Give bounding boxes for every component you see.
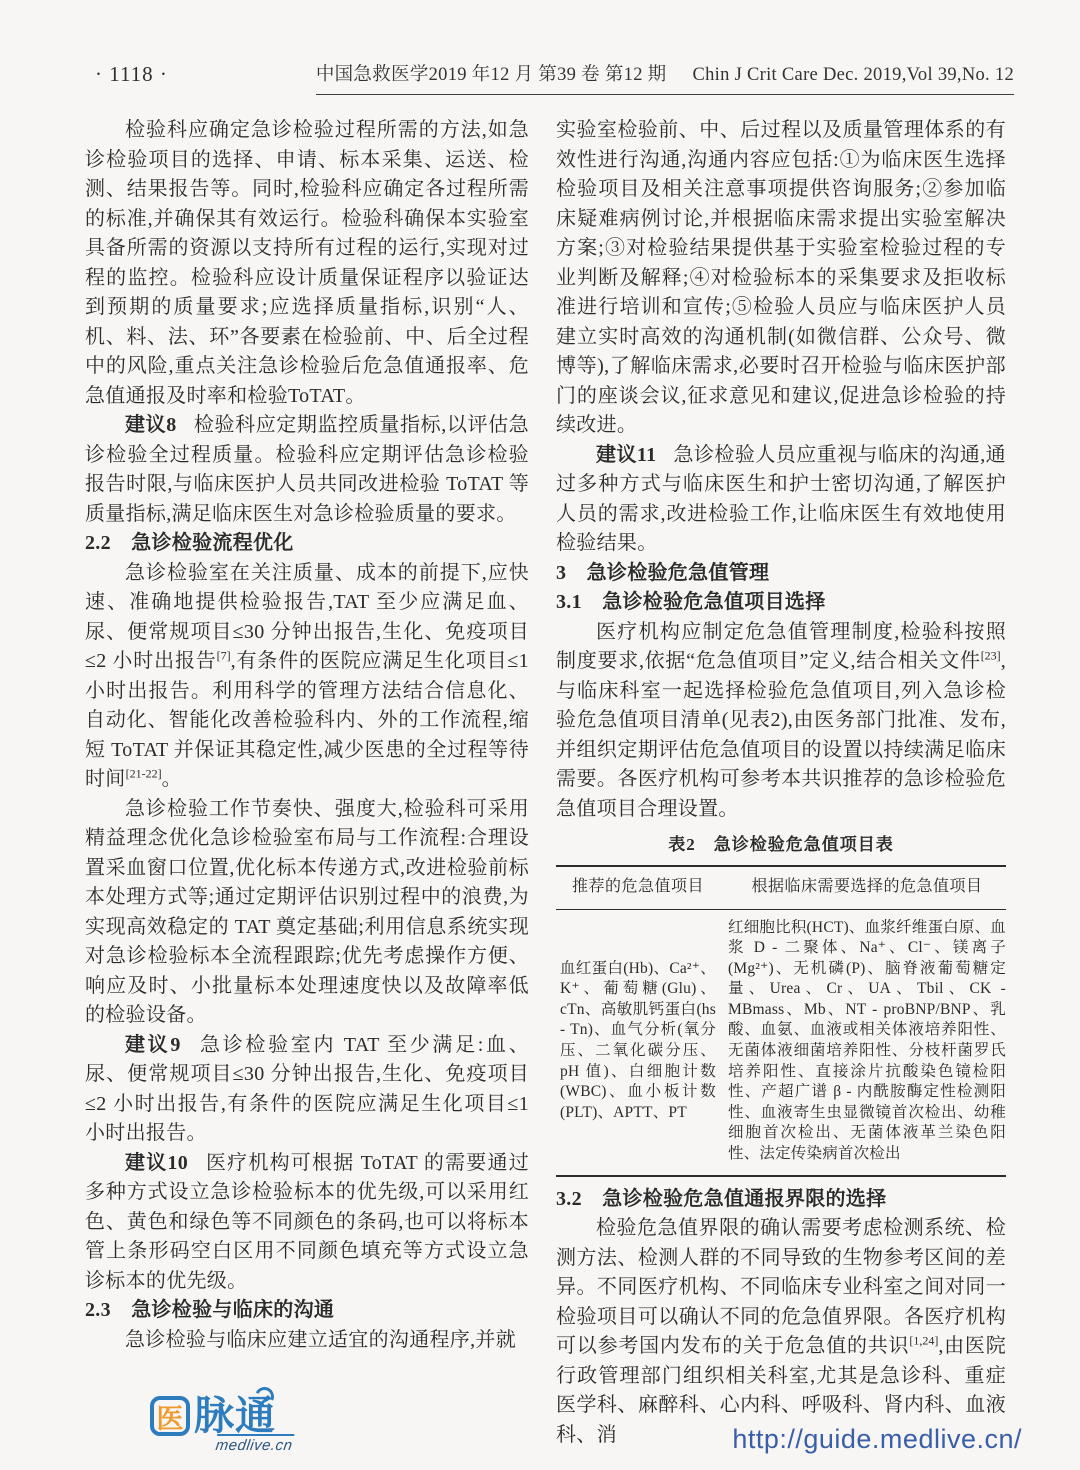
journal-title-zh: 中国急救医学2019 年12 月 第39 卷 第12 期	[315, 65, 667, 85]
cell-recommended-items: 血红蛋白(Hb)、Ca²⁺、K⁺、葡萄糖(Glu)、cTn、高敏肌钙蛋白(hs - Tn)、血气分析(氧分压、二氧化碳分压、pH 值)、白细胞计数(WBC)、血小板计数(PLT)、APTT、PT	[560, 959, 716, 1121]
paragraph: 急诊检验室在关注质量、成本的前提下,应快速、准确地提供检验报告,TAT 至少应满足血、尿、便常规项目≤30 分钟出报告,生化、免疫项目≤2 小时出报告[7],有条件的医院应满足生化项目≤1 小时出报告。利用科学的管理方法结合信息化、自动化、智能化改善检验科内、外的工作流程,缩短 ToTAT 并保证其稳定性,减少医患的全过程等待时间[21-22]。	[85, 561, 529, 790]
medlive-logo-wordmark	[150, 1396, 370, 1436]
recommendation-10: 建议10 医疗机构可根据 ToTAT 的需要通过多种方式设立急诊检验标本的优先级,可以采用红色、黄色和绿色等不同颜色的条码,也可以将标本管上条形码空白区用不同颜色填充等方式设立急诊标本的优先级。	[85, 1151, 530, 1292]
column-header-recommended: 推荐的危急值项目	[556, 866, 728, 909]
journal-header	[316, 60, 1014, 95]
recommendation-9-label: 建议9	[125, 1033, 181, 1056]
section-heading-2-2: 2.2 急诊检验流程优化	[85, 532, 294, 554]
paragraph: 急诊检验与临床应建立适宜的沟通程序,并就	[125, 1328, 516, 1351]
table-row	[556, 909, 1006, 1176]
cell-clinical-need-items: 红细胞比积(HCT)、血浆纤维蛋白原、血浆 D - 二聚体、Na⁺、Cl⁻、镁离子(Mg²⁺)、无机磷(P)、脑脊液葡萄糖定量、Urea、Cr、UA、Tbil、CK - MBmass、Mb、NT - proBNP/BNP、乳酸、血氨、血液或相关体液培养阳性、无菌体液细菌培养阳性、分枝杆菌罗氏培养阳性、直接涂片抗酸染色镜检阳性、产超广谱 β - 内酰胺酶定性检测阳性、血液寄生虫显微镜首次检出、幼稚细胞首次检出、无菌体液革兰染色阳性、法定传染病首次检出	[728, 918, 1006, 1163]
critical-values-table	[556, 865, 1006, 1177]
recommendation-8: 建议8 检验科应定期监控质量指标,以评估急诊检验全过程质量。检验科应定期评估急诊检验报告时限,与临床医护人员共同改进检验 ToTAT 等质量指标,满足临床医生对急诊检验质量的要求。	[85, 414, 529, 525]
table-2-block	[556, 833, 1006, 1177]
logo-maitong-text: 脉通	[194, 1394, 276, 1438]
journal-title-en: Chin J Crit Care Dec. 2019,Vol 39,No. 12	[692, 65, 1014, 85]
paragraph: 急诊检验工作节奏快、强度大,检验科可采用精益理念优化急诊检验室布局与工作流程:合理设置采血窗口位置,优化标本传递方式,改进检验前标本处理方式等;通过定期评估识别过程中的浪费,为实现高效稳定的 TAT 奠定基础;利用信息系统实现对急诊检验标本全流程跟踪;优先考虑操作方便、响应及时、小批量标本处理速度快以及故障率低的检验设备。	[85, 797, 529, 1026]
paragraph: 医疗机构应制定危急值管理制度,检验科按照制度要求,依据“危急值项目”定义,结合相关文件[23],与临床科室一起选择检验危急值项目,列入急诊检验危急值项目清单(见表2),由医务部门批准、发布,并组织定期评估危急值项目的设置以持续满足临床需要。各医疗机构可参考本共识推荐的急诊检验危急值项目合理设置。	[556, 620, 1006, 820]
section-heading-3: 3 急诊检验危急值管理	[556, 561, 770, 584]
page-number: · 1118 ·	[95, 62, 168, 86]
recommendation-10-label: 建议10	[125, 1151, 189, 1174]
recommendation-9: 建议9 急诊检验室内 TAT 至少满足:血、尿、便常规项目≤30 分钟出报告,生化、免疫项目≤2 小时出报告,有条件的医院应满足生化项目≤1 小时出报告。	[85, 1033, 530, 1144]
medlive-domain-label: medlive.cn	[215, 1434, 295, 1454]
guide-url-link[interactable]: http://guide.medlive.cn/	[732, 1424, 1022, 1454]
left-column	[85, 116, 529, 1355]
column-header-clinical-need: 根据临床需要选择的危急值项目	[728, 866, 1006, 909]
medlive-logo	[150, 1396, 370, 1455]
recommendation-11-label: 建议11	[596, 443, 657, 466]
right-column	[556, 116, 1006, 1450]
paragraph: 检验科应确定急诊检验过程所需的方法,如急诊检验项目的选择、申请、标本采集、运送、检测、结果报告等。同时,检验科应确定各过程所需的标准,并确保其有效运行。检验科确保本实验室具备所需的资源以支持所有过程的运行,实现对过程的监控。检验科应设计质量保证程序以验证达到预期的质量要求;应选择质量指标,识别“人、机、料、法、环”各要素在检验前、中、后全过程中的风险,重点关注急诊检验后危急值通报率、危急值通报及时率和检验ToTAT。	[85, 119, 529, 407]
table-header-row	[556, 866, 1006, 909]
table-2-caption: 表2 急诊检验危急值项目表	[668, 835, 894, 854]
logo-yi-box-icon	[150, 1396, 190, 1436]
paragraph-continuation: 实验室检验前、中、后过程以及质量管理体系的有效性进行沟通,沟通内容应包括:①为临床医生选择检验项目及相关注意事项提供咨询服务;②参加临床疑难病例讨论,并根据临床需求提出实验室解决方案;③对检验结果提供基于实验室检验过程的专业判断及解释;④对检验标本的采集要求及拒收标准进行培训和宣传;⑤检验人员应与临床医护人员建立实时高效的沟通机制(如微信群、公众号、微博等),了解临床需求,必要时召开检验与临床医护部门的座谈会议,征求意见和建议,促进急诊检验的持续改进。	[556, 119, 1006, 436]
recommendation-11: 建议11 急诊检验人员应重视与临床的沟通,通过多种方式与临床医生和护士密切沟通,了解医护人员的需求,改进检验工作,让临床医生有效地使用检验结果。	[556, 443, 1006, 554]
section-heading-3-1: 3.1 急诊检验危急值项目选择	[556, 591, 826, 613]
paragraph: 检验危急值界限的确认需要考虑检测系统、检测方法、检测人群的不同导致的生物参考区间的差异。不同医疗机构、不同临床专业科室之间对同一检验项目可以确认不同的危急值界限。各医疗机构可以参考国内发布的关于危急值的共识[1,24],由医院行政管理部门组织相关科室,尤其是急诊科、重症医学科、麻醉科、心内科、呼吸科、肾内科、血液科、消	[556, 1217, 1006, 1446]
section-heading-2-3: 2.3 急诊检验与临床的沟通	[85, 1299, 335, 1321]
recommendation-8-label: 建议8	[125, 414, 177, 436]
section-heading-3-2: 3.2 急诊检验危急值通报界限的选择	[556, 1187, 887, 1210]
logo-yi-char: 医	[156, 1403, 184, 1434]
